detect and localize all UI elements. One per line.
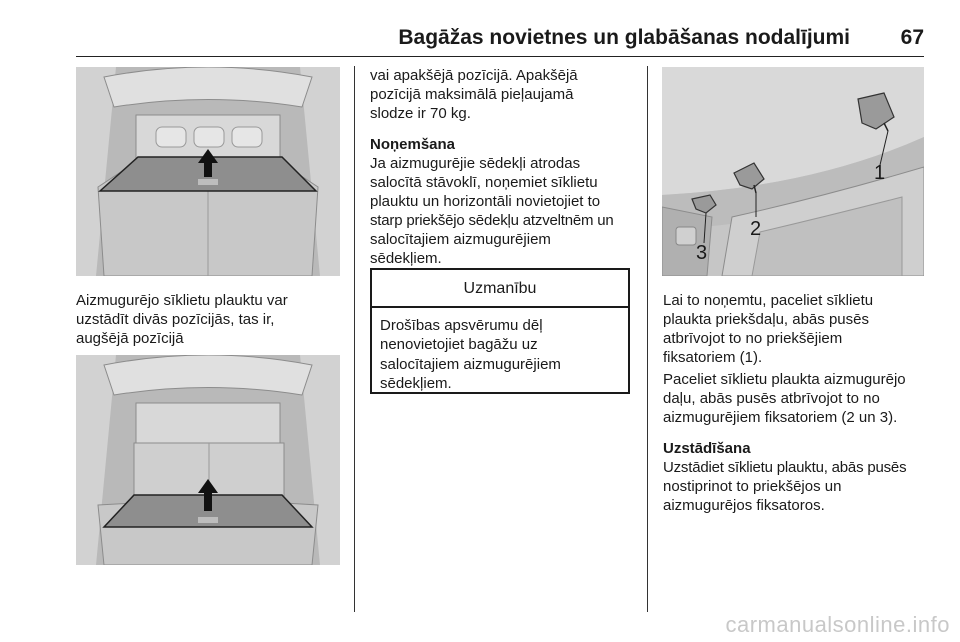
install-heading: Uzstādīšana [663,440,751,457]
removal-heading: Noņemšana [370,136,456,153]
paragraph-line: Lai to noņemtu, paceliet sīklietu [663,292,874,309]
notice-title: Uzmanību [372,270,628,308]
fixing-points-illustration [662,67,924,276]
column-divider-left [354,66,355,612]
paragraph-line: Paceliet sīklietu plaukta aizmugurējo [663,371,906,388]
notice-body [372,308,628,393]
caption-line: Aizmugurējo sīklietu plauktu var [76,292,288,309]
watermark: carmanualsonline.info [725,612,950,637]
paragraph-line: daļu, abās pusēs atbrīvojot to no [663,390,880,407]
cargo-area-illustration [76,67,340,276]
paragraph-line: plaukta priekšdaļu, abās pusēs [663,311,869,328]
fixing-label-1: 1 [874,162,886,184]
install-line: nostiprinot to priekšējos un [663,478,842,495]
paragraph-line: atbrīvojot to no priekšējiem [663,330,843,347]
removal-line: plauktu un horizontāli novietojiet to [370,193,601,210]
paragraph-line: aizmugurējiem fiksatoriem (2 un 3). [663,409,898,426]
intro-line: pozīcijā maksimālā pieļaujamā [370,86,574,103]
figure-shelf-lower-position [76,355,340,565]
column-divider-right [647,66,648,612]
removal-line: sēdekļiem. [370,250,442,267]
removal-line: salocītā stāvoklī, noņemiet sīklietu [370,174,598,191]
notice-line: nenovietojiet bagāžu uz [380,336,538,354]
caption-line: augšējā pozīcijā [76,330,184,347]
page-header [76,0,924,57]
page-number: 67 [900,26,924,49]
paragraph-line: fiksatoriem (1). [663,349,763,366]
figure-shelf-upper-position [76,67,340,276]
fixing-label-3: 3 [696,242,708,264]
intro-line: slodze ir 70 kg. [370,105,471,122]
fixing-label-2: 2 [750,218,762,240]
caption-line: uzstādīt divās pozīcijās, tas ir, [76,311,275,328]
notice-line: sēdekļiem. [380,374,452,392]
notice-line: Drošības apsvērumu dēļ [380,317,543,334]
install-line: aizmugurējos fiksatoros. [663,497,825,514]
cargo-area-illustration [76,355,340,565]
intro-line: vai apakšējā pozīcijā. Apakšējā [370,67,578,84]
removal-line: Ja aizmugurējie sēdekļi atrodas [370,155,581,172]
install-line: Uzstādiet sīklietu plauktu, abās pusēs [663,459,907,476]
removal-line: salocītajiem aizmugurējiem [370,231,551,248]
removal-line: starp priekšējo sēdekļu atzveltnēm un [370,212,614,229]
figure-shelf-fixings [662,67,924,276]
header-title: Bagāžas novietnes un glabāšanas nodalījumi [398,26,850,49]
notice-line: salocītajiem aizmugurējiem [380,355,561,373]
caution-notice [370,268,630,394]
